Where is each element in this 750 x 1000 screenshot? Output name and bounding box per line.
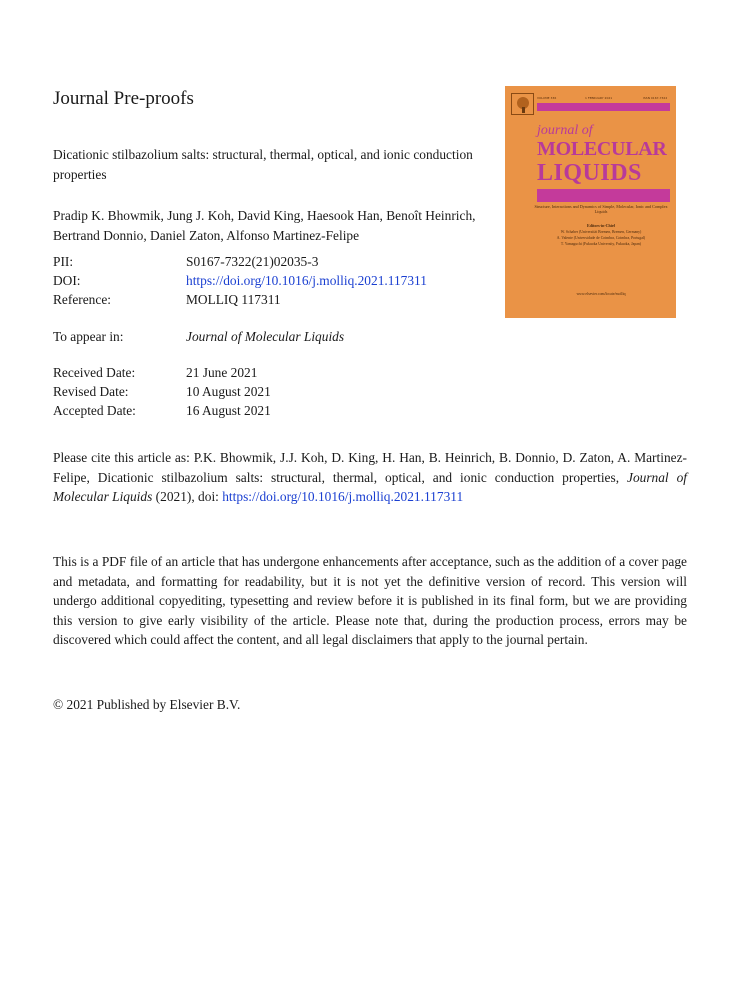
journal-cover-image	[505, 86, 676, 318]
doi-link[interactable]: https://doi.org/10.1016/j.molliq.2021.117311	[186, 273, 427, 288]
accepted-date: 16 August 2021	[186, 403, 271, 418]
disclaimer-paragraph: This is a PDF file of an article that has undergone enhancements after acceptance, such as the addition of a cover page and metadata, and formatting for readability, but it is not yet the definitive version of record. This version will undergo additional copyediting, typesetting and review before it is published in its final form, but we are providing this version to give early visibility of the article. Please note that, during the production process, errors may be discovered which could affect the content, and all legal disclaimers that apply to the journal pertain.	[53, 554, 687, 647]
received-date: 21 June 2021	[186, 365, 258, 380]
revised-label: Revised Date:	[53, 384, 129, 399]
cover-editor-2: A. Valente (Universidade de Coimbra, Coimbra, Portugal)	[556, 236, 646, 240]
pii-label: PII:	[53, 254, 74, 269]
elsevier-tree-icon	[511, 93, 534, 115]
cover-editors-heading: Editors-in-Chief	[587, 223, 615, 228]
citation-doi-link[interactable]: https://doi.org/10.1016/j.molliq.2021.117311	[222, 489, 464, 504]
cover-title-line1: journal of	[537, 123, 593, 138]
citation-tail: (2021), doi:	[152, 489, 223, 504]
cover-subtitle: Structure, Interactions and Dynamics of Simple, Molecular, Ionic and Complex Liquids	[534, 204, 668, 215]
accepted-label: Accepted Date:	[53, 403, 136, 418]
citation-paragraph	[53, 448, 687, 507]
cover-top-stripe	[537, 103, 670, 111]
citation-text: Please cite this article as: P.K. Bhowmik, J.J. Koh, D. King, H. Han, B. Heinrich, B. Donnio, D. Zaton, A. Martinez-Felipe, Dicationic stilbazolium salts: structural, thermal, optical, and ionic conduction properties,	[53, 450, 687, 485]
cover-title-line2: MOLECULAR	[537, 138, 667, 160]
cover-title-line3: LIQUIDS	[537, 160, 642, 186]
author-list: Pradip K. Bhowmik, Jung J. Koh, David King, Haesook Han, Benoît Heinrich, Bertrand Donnio, Daniel Zaton, Alfonso Martinez-Felipe	[53, 208, 476, 243]
appear-journal: Journal of Molecular Liquids	[186, 329, 345, 344]
cover-editor-1: W. Schaber (Universität Bremen, Bremen, Germany)	[560, 230, 642, 234]
pii-value: S0167-7322(21)02035-3	[186, 254, 319, 269]
journal-pre-proofs-label: Journal Pre-proofs	[53, 88, 194, 109]
reference-value: MOLLIQ 117311	[186, 292, 281, 307]
received-label: Received Date:	[53, 365, 136, 380]
cover-title-bar	[537, 189, 670, 202]
cover-date: 1 FEBRUARY 2021	[585, 96, 613, 100]
cover-issn: ISSN 0167-7322	[643, 96, 668, 100]
copyright-notice: © 2021 Published by Elsevier B.V.	[53, 697, 241, 712]
appear-label: To appear in:	[53, 329, 124, 344]
cover-volume: VOLUME 336	[537, 96, 557, 100]
doi-label: DOI:	[53, 273, 81, 288]
reference-label: Reference:	[53, 292, 111, 307]
article-title: Dicationic stilbazolium salts: structural, thermal, optical, and ionic conduction properties	[53, 147, 473, 182]
revised-date: 10 August 2021	[186, 384, 271, 399]
cover-url: www.elsevier.com/locate/molliq	[576, 292, 626, 296]
cover-editor-3: T. Yamaguchi (Fukuoka University, Fukuoka, Japan)	[560, 242, 642, 246]
citation-journal: Journal of Molecular Liquids	[53, 469, 688, 504]
